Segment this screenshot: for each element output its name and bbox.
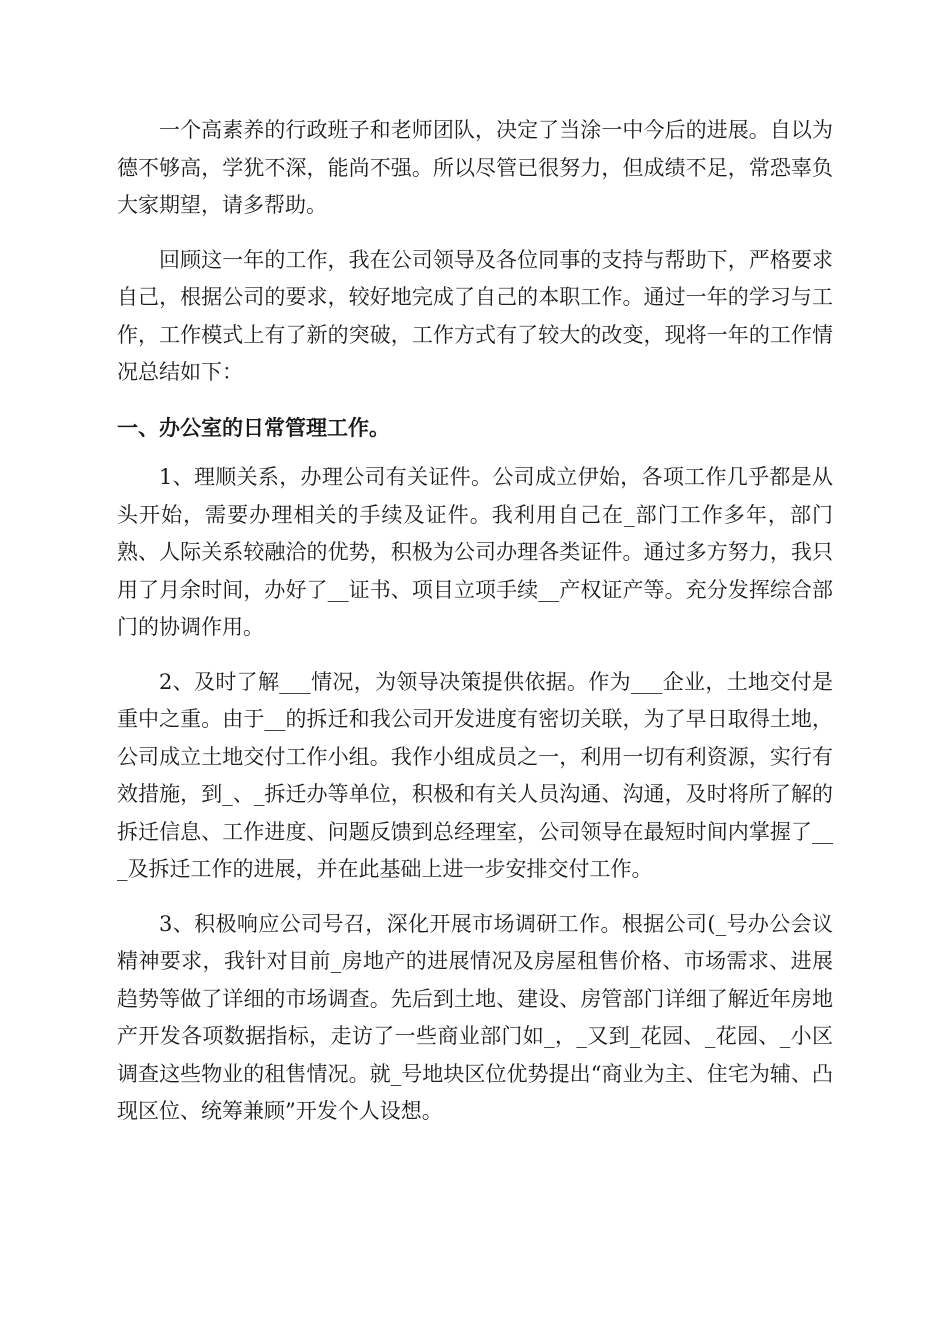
paragraph-item-3: 3、积极响应公司号召，深化开展市场调研工作。根据公司(_号办公会议精神要求，我针对目前_房地产的进展情况及房屋租售价格、市场需求、进展趋势等做了详细的市场调查。先后到土地、建设、房管部门详细了解近年房地产开发各项数据指标，走访了一些商业部门如_，_又到_花园、_花园、_小区调查这些物业的租售情况。就_号地块区位优势提出“商业为主、住宅为辅、凸现区位、统筹兼顾”开发个人设想。 xyxy=(117,911,833,1123)
section-heading-office-management: 一、办公室的日常管理工作。 xyxy=(117,414,390,440)
paragraph-review: 回顾这一年的工作，我在公司领导及各位同事的支持与帮助下，严格要求自己，根据公司的要求，较好地完成了自己的本职工作。通过一年的学习与工作，工作模式上有了新的突破，工作方式有了较大的改变，现将一年的工作情况总结如下： xyxy=(117,247,833,384)
paragraph-intro: 一个高素养的行政班子和老师团队，决定了当涂一中今后的进展。自以为德不够高，学犹不深，能尚不强。所以尽管已很努力，但成绩不足，常恐辜负大家期望，请多帮助。 xyxy=(117,118,833,217)
paragraph-item-1: 1、理顺关系，办理公司有关证件。公司成立伊始，各项工作几乎都是从头开始，需要办理相关的手续及证件。我利用自己在_部门工作多年，部门熟、人际关系较融洽的优势，积极为公司办理各类证件。通过多方努力，我只用了月余时间，办好了__证书、项目立项手续__产权证产等。充分发挥综合部门的协调作用。 xyxy=(117,465,833,639)
document-page xyxy=(117,112,833,1148)
paragraph-item-2: 2、及时了解___情况，为领导决策提供依据。作为___企业，土地交付是重中之重。由于__的拆迁和我公司开发进度有密切关联，为了早日取得土地，公司成立土地交付工作小组。我作小组成员之一，利用一切有利资源，实行有效措施，到_、_拆迁办等单位，积极和有关人员沟通、沟通，及时将所了解的拆迁信息、工作进度、问题反馈到总经理室，公司领导在最短时间内掌握了___及拆迁工作的进展，并在此基础上进一步安排交付工作。 xyxy=(117,669,833,881)
